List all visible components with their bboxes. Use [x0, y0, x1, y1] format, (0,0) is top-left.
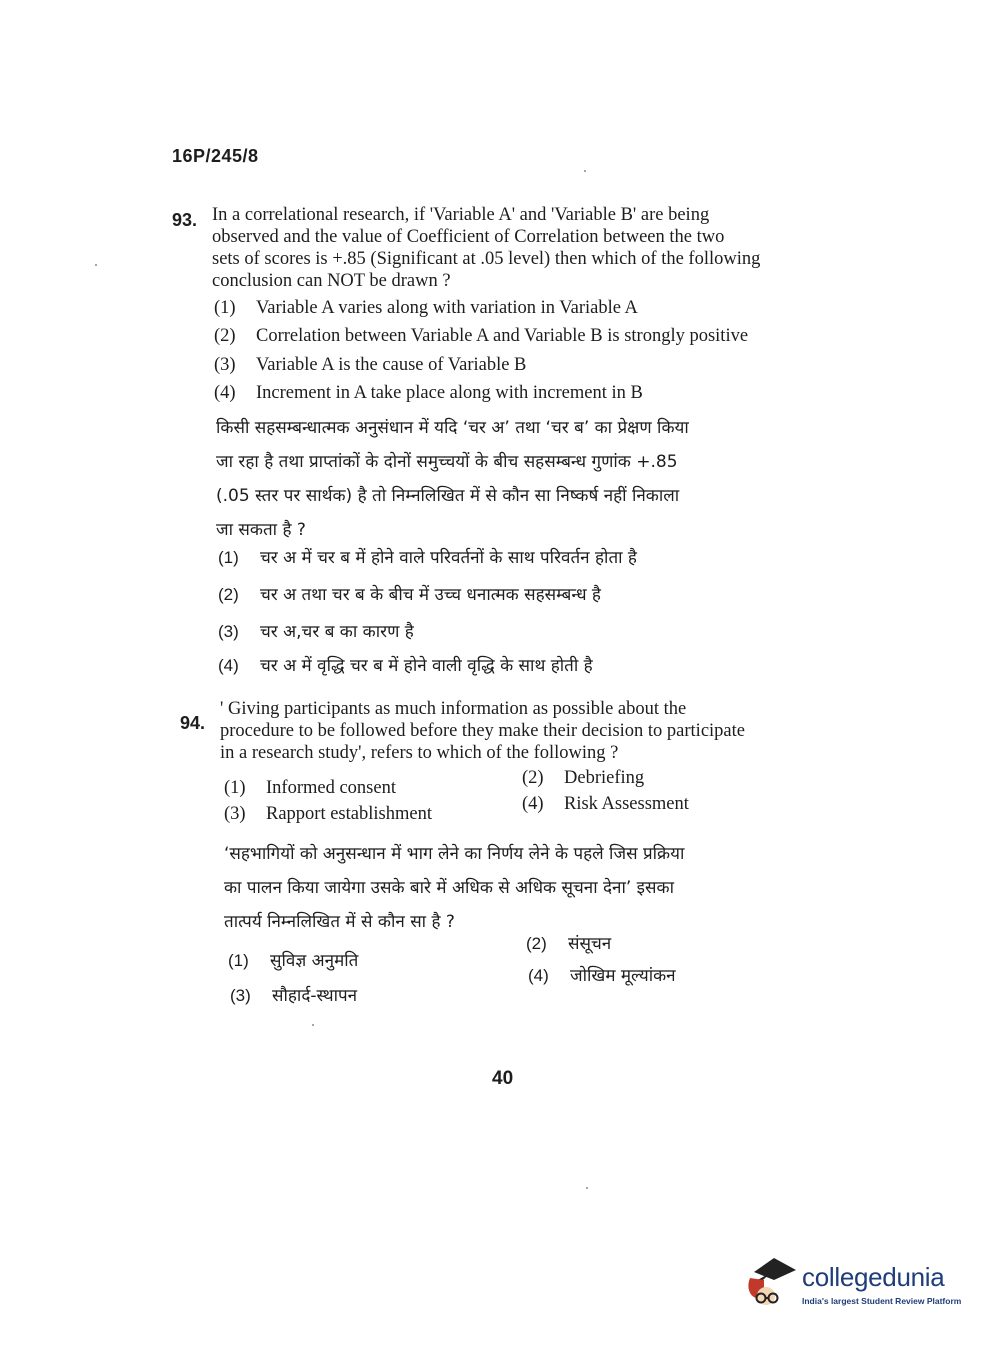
hindi-stem: किसी सहसम्बन्धात्मक अनुसंधान में यदि ‘चर अ’ तथा ‘चर ब’ का प्रेक्षण किया जा रहा है तथा प्राप्तांकों के दोनों समुच्चयों के बीच सहसम्बन्ध गुणांक +.85 (.05 स्तर पर सार्थक) है तो निम्नलिखित में से कौन सा निष्कर्ष नहीं निकाला जा सकता है ? — [216, 418, 689, 540]
option: (3) Rapport establishment — [224, 804, 432, 824]
hindi-option: (2) संसूचन — [526, 934, 612, 954]
question-stem-line: conclusion can NOT be drawn ? — [212, 271, 451, 291]
hindi-option: (4) चर अ में वृद्धि चर ब में होने वाली वृद्धि के साथ होती है — [218, 656, 593, 676]
scan-speck — [586, 1187, 588, 1189]
collegedunia-logo — [742, 1252, 972, 1314]
hindi-stem: ‘सहभागियों को अनुसन्धान में भाग लेने का निर्णय लेने के पहले जिस प्रक्रिया का पालन किया जायेगा उसके बारे में अधिक से अधिक सूचना देना’ इसका तात्पर्य निम्नलिखित में से कौन सा है ? — [224, 844, 685, 932]
scan-speck — [584, 170, 586, 172]
question-stem-line: in a research study', refers to which of the following ? — [220, 743, 619, 763]
page-number: 40 — [492, 1068, 514, 1089]
question-stem-line: In a correlational research, if 'Variable A' and 'Variable B' are being — [212, 205, 710, 225]
question-number: 94. — [180, 713, 206, 733]
hindi-option: (3) सौहार्द-स्थापन — [230, 986, 358, 1006]
option: (3) Variable A is the cause of Variable B — [214, 355, 527, 375]
question-stem-line: sets of scores is +.85 (Significant at .05 level) then which of the following — [212, 249, 761, 269]
hindi-option: (1) चर अ में चर ब में होने वाले परिवर्तनों के साथ परिवर्तन होता है — [218, 548, 637, 568]
scan-speck — [312, 1024, 314, 1026]
option: (4) Increment in A take place along with increment in B — [214, 383, 643, 403]
paper-code: 16P/245/8 — [172, 146, 259, 166]
logo-wordmark: collegedunia — [802, 1262, 945, 1292]
logo-tagline: India's largest Student Review Platform — [802, 1296, 962, 1306]
question-stem-line: procedure to be followed before they make their decision to participate — [220, 721, 745, 741]
scan-speck — [95, 264, 97, 266]
option: (1) Informed consent — [224, 778, 396, 798]
hindi-option: (2) चर अ तथा चर ब के बीच में उच्च धनात्मक सहसम्बन्ध है — [218, 585, 601, 605]
mascot-icon — [742, 1252, 802, 1312]
option: (2) Debriefing — [522, 768, 645, 788]
question-stem-line: observed and the value of Coefficient of Correlation between the two — [212, 227, 725, 247]
hindi-option: (3) चर अ,चर ब का कारण है — [218, 622, 414, 642]
option: (1) Variable A varies along with variation in Variable A — [214, 298, 638, 318]
question-stem-line: ' Giving participants as much information as possible about the — [220, 699, 687, 719]
question-number: 93. — [172, 210, 198, 230]
hindi-option: (1) सुविज्ञ अनुमति — [228, 951, 359, 971]
option: (4) Risk Assessment — [522, 794, 689, 814]
option: (2) Correlation between Variable A and Variable B is strongly positive — [214, 326, 749, 346]
hindi-option: (4) जोखिम मूल्यांकन — [528, 966, 676, 986]
